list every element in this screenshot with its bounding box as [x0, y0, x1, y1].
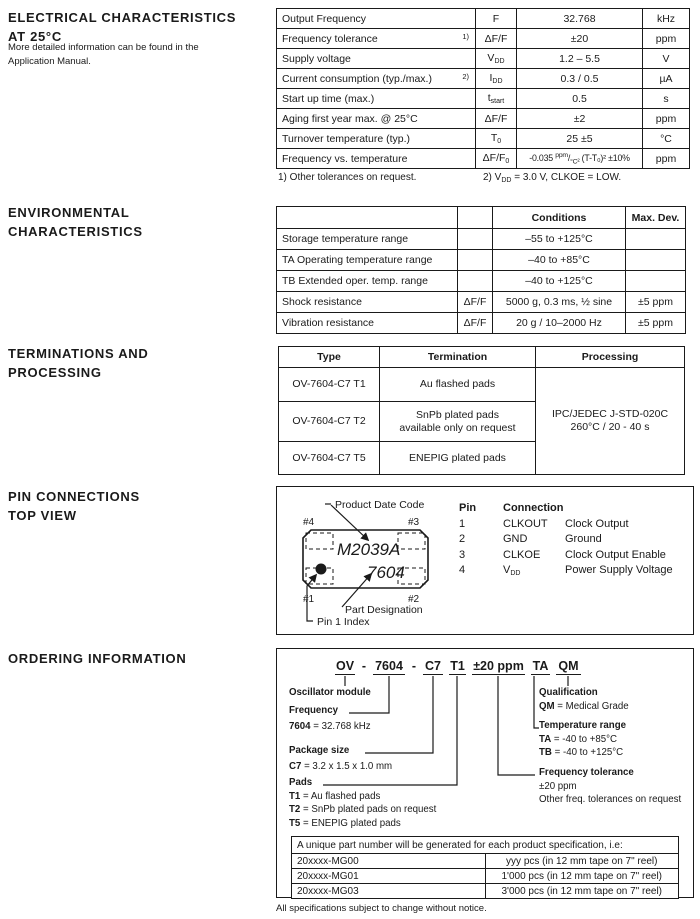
symbol-cell [476, 149, 517, 169]
ordering-group-line [289, 818, 436, 830]
condition-cell: –55 to +125°C [493, 229, 626, 250]
max-deviation-cell: ±5 ppm [626, 313, 686, 334]
pin-signal-name [503, 549, 565, 565]
value-cell: 32.768 [517, 9, 643, 29]
generated-part-number: 20xxxx-MG01 [292, 869, 486, 884]
part-table-title-row [292, 837, 679, 854]
pad-4 [306, 533, 333, 549]
pin-connection-list [459, 502, 673, 580]
environmental-row [277, 313, 686, 334]
formula-tail: (T-T₀)² ±10% [579, 152, 630, 163]
parameter-text: Start up time (max.) [282, 92, 375, 105]
env-header-blank [277, 207, 458, 229]
page-footer-note: All specifications subject to change without notice. [276, 903, 487, 914]
pin-column-header: Pin [459, 502, 477, 514]
pin1-index-dot [316, 564, 327, 575]
part-number-segment: - [361, 659, 367, 673]
parameter-cell [277, 29, 476, 49]
symbol-cell [458, 229, 493, 250]
part-number-segment: T1 [450, 659, 465, 673]
ordering-code-description: = 32.768 kHz [310, 721, 371, 732]
unit-cell: µA [643, 69, 690, 89]
unit-cell: ppm [643, 29, 690, 49]
footnote-2-pre: 2) V [483, 172, 502, 183]
max-deviation-cell [626, 271, 686, 292]
ordering-code-description: Other freq. tolerances on request [539, 794, 682, 806]
ordering-code-description: = -40 to +85°C [551, 733, 618, 745]
ordering-group-qualification [539, 687, 629, 713]
ordering-information-box [276, 648, 694, 898]
unit-cell: V [643, 49, 690, 69]
term-header-type: Type [279, 347, 380, 368]
symbol-subscript: DD [494, 58, 505, 65]
symbol-cell [458, 271, 493, 292]
part-number-segment: ±20 ppm [473, 659, 524, 673]
part-number-row [292, 884, 679, 899]
electrical-characteristics-table [276, 8, 690, 169]
condition-cell: –40 to +85°C [493, 250, 626, 271]
part-designation-leader-line [342, 574, 371, 607]
ordering-group-tolerance [539, 767, 681, 806]
heading-line: ELECTRICAL CHARACTERISTICS [8, 10, 237, 25]
env-header-conditions: Conditions [493, 207, 626, 229]
ordering-group-module [289, 687, 371, 699]
termination-row [279, 368, 685, 402]
ordering-code-description: = ENEPIG plated pads [300, 817, 401, 829]
generated-part-number: 20xxxx-MG00 [292, 854, 486, 869]
value-cell: 0.3 / 0.5 [517, 69, 643, 89]
ordering-group-title: Frequency tolerance [539, 767, 634, 778]
symbol-cell [476, 9, 517, 29]
package-date-code-text: M2039A [337, 540, 401, 559]
unit-cell: kHz [643, 9, 690, 29]
terminations-table-body [279, 368, 685, 475]
condition-cell: 20 g / 10–2000 Hz [493, 313, 626, 334]
pin-description: Power Supply Voltage [565, 564, 673, 576]
ordering-group-temperature [539, 720, 626, 759]
environmental-row [277, 229, 686, 250]
symbol-cell [476, 69, 517, 89]
environmental-characteristics-table [276, 206, 686, 334]
ordering-code-description: ±20 ppm [539, 780, 577, 792]
parameter-cell [277, 9, 476, 29]
footnote-2 [483, 172, 621, 184]
heading-line: TOP VIEW [8, 508, 77, 523]
parameter-text: Supply voltage [282, 52, 351, 65]
pin-number: 4 [459, 564, 466, 576]
pin-signal-name [503, 533, 565, 549]
parameter-cell [277, 69, 476, 89]
parameter-cell: TA Operating temperature range [277, 250, 458, 271]
package-outline [303, 530, 428, 588]
heading-line: ORDERING INFORMATION [8, 651, 187, 666]
value-cell: 0.5 [517, 89, 643, 109]
parameter-cell [277, 89, 476, 109]
symbol-cell [476, 109, 517, 129]
condition-cell: 5000 g, 0.3 ms, ½ sine [493, 292, 626, 313]
ordering-group-line [289, 804, 436, 816]
ordering-code-description: = -40 to +125°C [551, 747, 624, 759]
termination-line: available only on request [399, 421, 516, 434]
parameter-cell: TB Extended oper. temp. range [277, 271, 458, 292]
ordering-code: T5 [289, 817, 301, 829]
formula-sub: °C² [570, 158, 580, 166]
ordering-section-heading [8, 649, 186, 668]
part-number-segment: OV [335, 659, 355, 673]
environmental-row [277, 271, 686, 292]
pin-description: Clock Output Enable [565, 548, 666, 561]
parameter-text: Frequency tolerance [282, 32, 378, 45]
electrical-subnote [8, 41, 199, 68]
part-number-segment: QM [556, 659, 581, 675]
unit-cell: °C [643, 129, 690, 149]
ordering-group-line [289, 791, 436, 803]
symbol-subscript: 0 [505, 158, 510, 165]
corner-label-4: #4 [303, 517, 315, 528]
processing-line: IPC/JEDEC J-STD-020C [551, 408, 669, 420]
max-deviation-cell [626, 250, 686, 271]
pin-number: 3 [459, 548, 466, 561]
ordering-code-description: = 3.2 x 1.5 x 1.0 mm [301, 761, 393, 772]
ordering-group-package [289, 745, 392, 773]
pin-signal-name [503, 518, 565, 534]
symbol-base: T [490, 132, 498, 144]
parameter-cell [277, 49, 476, 69]
ordering-group-frequency [289, 705, 371, 733]
parameter-cell: Storage temperature range [277, 229, 458, 250]
symbol-base: F [492, 12, 500, 25]
pin1-index-label: Pin 1 Index [317, 616, 370, 628]
symbol-subscript: DD [492, 78, 503, 85]
formula-lead: -0.035 [529, 152, 556, 163]
ordering-group-pads [289, 777, 436, 830]
heading-line: AT 25°C [8, 29, 62, 44]
electrical-row [277, 49, 690, 69]
electrical-row [277, 69, 690, 89]
termination-cell [380, 442, 536, 475]
symbol-cell [458, 250, 493, 271]
pin-number: 2 [459, 533, 466, 545]
term-header-termination: Termination [380, 347, 536, 368]
pin-description: Ground [565, 533, 602, 545]
symbol-cell [476, 29, 517, 49]
ordering-code-description: = SnPb plated pads on request [300, 804, 437, 815]
heading-line: ENVIRONMENTAL [8, 205, 130, 220]
footnote-2-post: = 3.0 V, CLKOE = LOW. [511, 172, 622, 183]
value-cell: ±20 [517, 29, 643, 49]
connector-package [365, 676, 433, 753]
parameter-cell: Shock resistance [277, 292, 458, 313]
ordering-code: TA [539, 733, 552, 745]
part-number-row [292, 869, 679, 884]
termination-cell [380, 368, 536, 402]
type-cell: OV-7604-C7 T2 [279, 402, 380, 442]
generated-part-number: 20xxxx-MG03 [292, 884, 486, 899]
part-table-body [292, 854, 679, 899]
part-number-segment: - [411, 659, 417, 673]
environmental-row [277, 250, 686, 271]
heading-line: PIN CONNECTIONS [8, 489, 140, 504]
pin-connections-section-heading [8, 487, 140, 525]
connector-tolerance [498, 676, 535, 775]
corner-label-3: #3 [408, 517, 420, 528]
heading-line: CHARACTERISTICS [8, 224, 143, 239]
corner-label-2: #2 [408, 594, 420, 605]
value-cell: 25 ±5 [517, 129, 643, 149]
connection-column-header: Connection [503, 502, 564, 514]
package-part-text: 7604 [367, 563, 405, 582]
formula-slash: / [567, 152, 571, 163]
symbol-base: ΔF/F [484, 32, 508, 45]
parameter-cell [277, 109, 476, 129]
symbol-base: ΔF/F [484, 112, 508, 125]
ordering-code: 7604 [289, 721, 311, 732]
max-deviation-cell: ±5 ppm [626, 292, 686, 313]
terminations-header-row [279, 347, 685, 368]
parameter-cell [277, 149, 476, 169]
heading-line: TERMINATIONS AND [8, 346, 149, 361]
part-number-row [292, 854, 679, 869]
term-header-processing: Processing [536, 347, 685, 368]
env-header-maxdev: Max. Dev. [626, 207, 686, 229]
pin-signal-base: GND [503, 533, 528, 545]
electrical-row [277, 89, 690, 109]
env-header-blank [458, 207, 493, 229]
max-deviation-cell [626, 229, 686, 250]
pin-description: Clock Output [565, 517, 629, 530]
pin-signal-base: CLKOE [503, 548, 541, 561]
corner-label-1: #1 [303, 594, 315, 605]
part-designation-label: Part Designation [345, 604, 423, 616]
electrical-row [277, 9, 690, 29]
parameter-cell [277, 129, 476, 149]
ordering-code: C7 [289, 761, 302, 772]
ordering-code-description: = Au flashed pads [300, 790, 381, 802]
pad-3 [398, 533, 425, 549]
type-cell: OV-7604-C7 T5 [279, 442, 380, 475]
symbol-base: ΔF/F [482, 152, 506, 164]
reel-quantity: yyy pcs (in 12 mm tape on 7" reel) [485, 854, 679, 869]
part-number-segment: TA [532, 659, 549, 673]
part-number-segment: 7604 [373, 659, 405, 675]
reel-quantity: 3'000 pcs (in 12 mm tape on 7" reel) [485, 884, 679, 899]
ordering-group-title: Qualification [539, 687, 598, 698]
electrical-table-body [277, 9, 690, 169]
termination-line: ENEPIG plated pads [409, 451, 506, 464]
parameter-text: Output Frequency [282, 12, 367, 25]
value-cell [517, 149, 643, 169]
footnote-ref: 1) [462, 32, 469, 41]
ordering-group-title: Oscillator module [289, 687, 371, 698]
symbol-cell: ΔF/F [458, 292, 493, 313]
value-cell: 1.2 – 5.5 [517, 49, 643, 69]
symbol-subscript: 0 [497, 138, 502, 145]
ordering-code: QM [539, 700, 555, 712]
environmental-table-body [277, 229, 686, 334]
parameter-text: Aging first year max. @ 25°C [282, 112, 418, 125]
footnote-ref: 2) [462, 72, 469, 81]
heading-line: PROCESSING [8, 365, 102, 380]
ordering-group-line [289, 761, 392, 773]
termination-line: Au flashed pads [419, 378, 496, 390]
ordering-code: T1 [289, 790, 301, 802]
parameter-text: Current consumption (typ./max.) [282, 72, 432, 85]
parameter-cell: Vibration resistance [277, 313, 458, 334]
symbol-base: t [487, 92, 491, 104]
footnote-1: 1) Other tolerances on request. [278, 172, 417, 183]
symbol-base: V [487, 52, 495, 64]
part-table-title: A unique part number will be generated for each product specification, i.e: [292, 837, 679, 854]
condition-cell: –40 to +125°C [493, 271, 626, 292]
subnote-line: Application Manual. [8, 55, 91, 67]
symbol-subscript: start [490, 98, 505, 105]
footnote-2-sub: DD [501, 177, 512, 184]
ordering-group-line [539, 794, 681, 806]
terminations-table [278, 346, 685, 475]
parameter-text: Frequency vs. temperature [282, 152, 408, 165]
symbol-base: I [489, 72, 493, 84]
reel-quantity: 1'000 pcs (in 12 mm tape on 7" reel) [485, 869, 679, 884]
processing-line: 260°C / 20 - 40 s [570, 421, 650, 433]
parameter-text: Turnover temperature (typ.) [282, 132, 410, 145]
pin-signal-subscript: DD [510, 570, 521, 577]
ordering-group-title: Package size [289, 745, 350, 756]
ordering-group-line [539, 781, 681, 793]
environmental-section-heading [8, 203, 143, 241]
termination-line: SnPb plated pads [416, 408, 499, 421]
package-top-view-drawing [281, 489, 481, 629]
ordering-code: TB [539, 747, 552, 759]
ordering-code: T2 [289, 804, 301, 815]
ordering-group-line [539, 701, 629, 713]
symbol-cell [476, 89, 517, 109]
pin-number: 1 [459, 517, 466, 530]
termination-cell [380, 402, 536, 442]
ordering-code-description: = Medical Grade [554, 700, 629, 712]
pin-signal-name [503, 564, 565, 580]
ordering-group-line [539, 734, 626, 746]
terminations-section-heading [8, 344, 148, 382]
ordering-group-title: Frequency [289, 705, 338, 716]
subnote-line: More detailed information can be found in the [8, 42, 199, 53]
unit-cell: ppm [643, 109, 690, 129]
type-cell: OV-7604-C7 T1 [279, 368, 380, 402]
electrical-row [277, 109, 690, 129]
electrical-footnotes [276, 172, 689, 186]
ordering-group-line [539, 747, 626, 759]
environmental-row [277, 292, 686, 313]
ordering-group-line [289, 721, 371, 733]
value-cell: ±2 [517, 109, 643, 129]
date-code-label: Product Date Code [335, 499, 425, 511]
pin-signal-base: V [503, 564, 511, 576]
formula-sup: ppm [555, 151, 568, 159]
symbol-cell [476, 129, 517, 149]
unique-part-number-table [291, 836, 679, 899]
electrical-row [277, 29, 690, 49]
part-number-segment: C7 [423, 659, 443, 675]
electrical-row [277, 149, 690, 169]
ordering-group-title: Temperature range [539, 720, 627, 731]
electrical-row [277, 129, 690, 149]
ordering-group-title: Pads [289, 777, 313, 788]
symbol-cell [476, 49, 517, 69]
pin-signal-base: CLKOUT [503, 517, 548, 530]
ordering-part-number [335, 659, 587, 675]
processing-cell [536, 368, 685, 475]
symbol-cell: ΔF/F [458, 313, 493, 334]
pin-connections-box [276, 486, 694, 635]
environmental-header-row [277, 207, 686, 229]
unit-cell: ppm [643, 149, 690, 169]
unit-cell: s [643, 89, 690, 109]
